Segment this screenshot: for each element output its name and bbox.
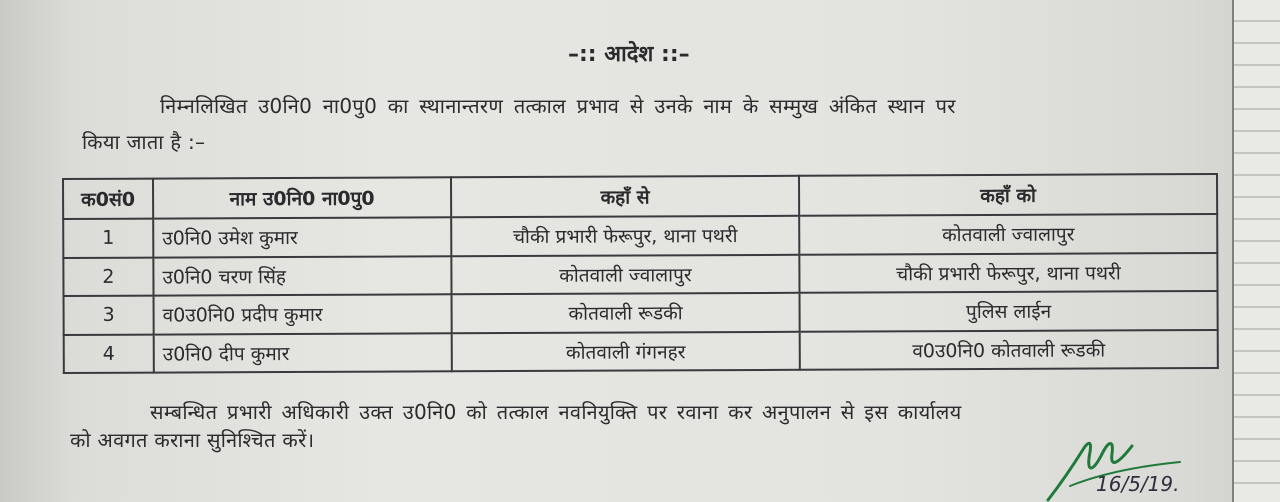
intro-paragraph-line-2: किया जाता है :– xyxy=(82,130,206,154)
closing-paragraph-line-2: को अवगत कराना सुनिश्चित करें। xyxy=(70,428,315,452)
cell-serial-number: 2 xyxy=(63,257,153,296)
notebook-edge xyxy=(1232,0,1280,502)
cell-officer-name: उ0नि0 उमेश कुमार xyxy=(153,217,451,257)
cell-officer-name: व0उ0नि0 प्रदीप कुमार xyxy=(154,294,452,334)
cell-to: चौकी प्रभारी फेरूपुर, थाना पथरी xyxy=(799,252,1217,292)
cell-officer-name: उ0नि0 दीप कुमार xyxy=(154,333,452,373)
cell-to: कोतवाली ज्वालापुर xyxy=(799,214,1217,254)
signature-date: 16/5/19. xyxy=(1096,472,1180,496)
cell-to: व0उ0नि0 कोतवाली रूडकी xyxy=(800,329,1218,369)
table-row xyxy=(64,329,1218,373)
table-row xyxy=(63,214,1217,258)
table-row xyxy=(64,291,1218,335)
table-row xyxy=(63,252,1217,296)
cell-from: चौकी प्रभारी फेरूपुर, थाना पथरी xyxy=(451,216,799,256)
header-officer-name: नाम उ0नि0 ना0पु0 xyxy=(153,177,451,218)
cell-to: पुलिस लाईन xyxy=(800,291,1218,331)
intro-paragraph-line-1: निम्नलिखित उ0नि0 ना0पु0 का स्थानान्तरण तत्काल प्रभाव से उनके नाम के सम्मुख अंकित स्थान पर xyxy=(160,94,956,118)
cell-from: कोतवाली गंगनहर xyxy=(452,331,800,371)
cell-serial-number: 1 xyxy=(63,219,153,258)
closing-paragraph-line-1: सम्बन्धित प्रभारी अधिकारी उक्त उ0नि0 को तत्काल नवनियुक्ति पर रवाना कर अनुपालन से इस कार्यालय xyxy=(150,400,962,424)
header-serial-number: क0सं0 xyxy=(63,179,153,219)
cell-from: कोतवाली रूडकी xyxy=(452,293,800,333)
page-title: –:: आदेश ::– xyxy=(568,42,690,67)
header-to: कहॉं को xyxy=(799,174,1217,216)
cell-serial-number: 4 xyxy=(64,334,154,373)
cell-officer-name: उ0नि0 चरण सिंह xyxy=(153,256,451,296)
cell-serial-number: 3 xyxy=(64,296,154,335)
transfer-table xyxy=(62,173,1219,374)
header-from: कहॉं से xyxy=(451,176,799,218)
table-header-row xyxy=(63,174,1217,219)
cell-from: कोतवाली ज्वालापुर xyxy=(451,254,799,294)
